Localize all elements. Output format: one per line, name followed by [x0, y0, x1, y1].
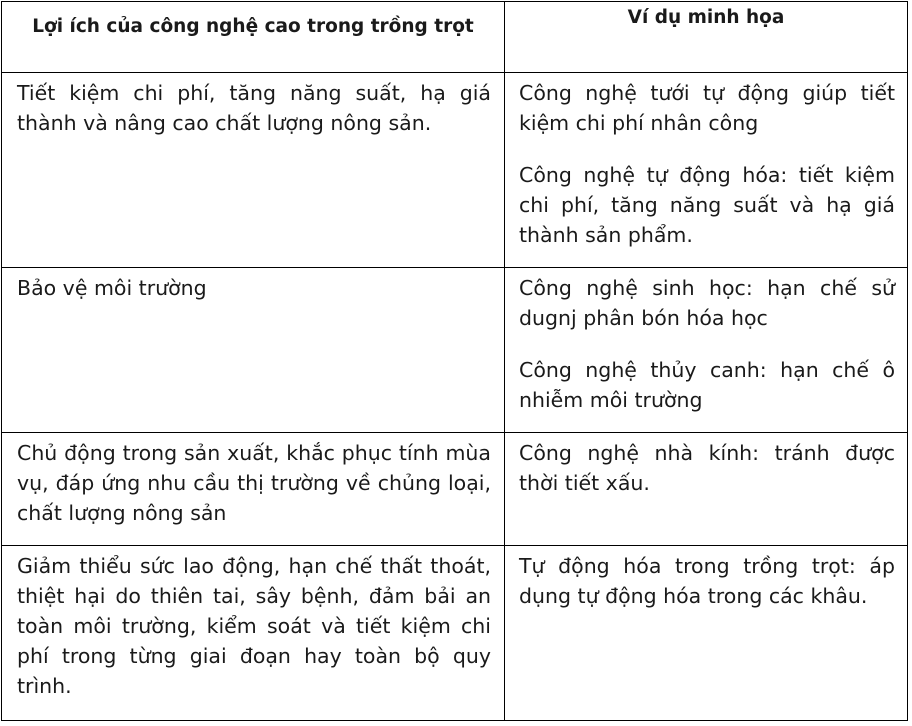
example-cell — [505, 268, 908, 433]
header-example — [505, 2, 908, 73]
table-row — [2, 73, 908, 268]
example-text: Công nghệ nhà kính: tránh được thời tiết xấu. — [519, 441, 895, 495]
table-row — [2, 433, 908, 546]
benefit-cell — [2, 73, 505, 268]
benefit-text: Giảm thiểu sức lao động, hạn chế thất thoát, thiệt hại do thiên tai, sây bệnh, đảm bải an toàn môi trường, kiểm soát và tiết kiệm chi phí trong từng giai đoạn hay toàn bộ quy trình. — [17, 554, 491, 698]
benefit-cell — [2, 268, 505, 433]
header-row — [2, 2, 908, 73]
example-text: Công nghệ tưới tự động giúp tiết kiệm chi phí nhân công — [519, 81, 895, 135]
table-row — [2, 546, 908, 721]
example-cell — [505, 433, 908, 546]
table-row — [2, 268, 908, 433]
example-cell — [505, 546, 908, 721]
example-text: Công nghệ thủy canh: hạn chế ô nhiễm môi trường — [519, 358, 895, 412]
header-example-label: Ví dụ minh họa — [627, 7, 785, 28]
header-benefit — [2, 2, 505, 73]
example-text: Công nghệ tự động hóa: tiết kiệm chi phí, tăng năng suất và hạ giá thành sản phẩm. — [519, 163, 895, 247]
benefit-text: Bảo vệ môi trường — [17, 276, 207, 300]
example-text: Công nghệ sinh học: hạn chế sử dugnj phân bón hóa học — [519, 276, 895, 330]
benefit-text: Chủ động trong sản xuất, khắc phục tính mùa vụ, đáp ứng nhu cầu thị trường về chủng loại, chất lượng nông sản — [17, 441, 491, 525]
benefits-table — [1, 1, 908, 721]
header-benefit-label: Lợi ích của công nghệ cao trong trồng trọt — [32, 16, 474, 37]
benefit-cell — [2, 433, 505, 546]
benefit-text: Tiết kiệm chi phí, tăng năng suất, hạ giá thành và nâng cao chất lượng nông sản. — [17, 81, 491, 135]
example-text: Tự động hóa trong trồng trọt: áp dụng tự động hóa trong các khâu. — [519, 554, 895, 608]
benefit-cell — [2, 546, 505, 721]
example-cell — [505, 73, 908, 268]
